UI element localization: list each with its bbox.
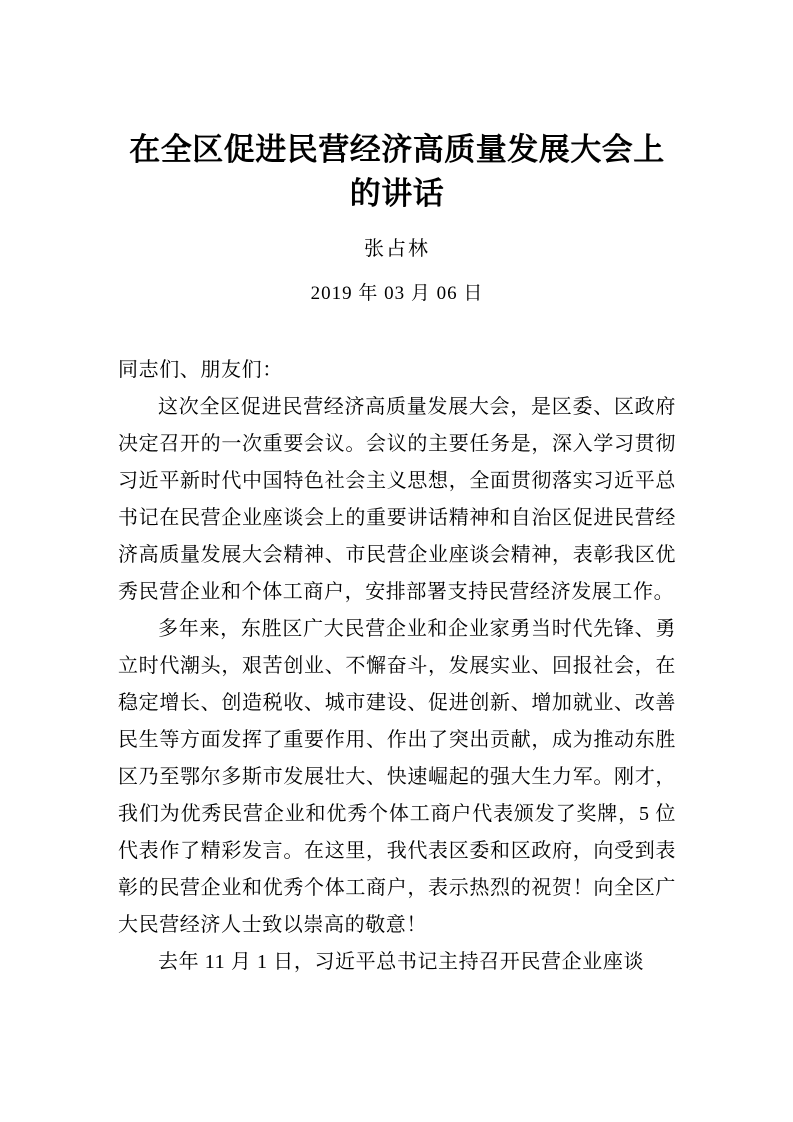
document-date: 2019 年 03 月 06 日 bbox=[310, 283, 484, 304]
document-content-column bbox=[118, 0, 676, 981]
body-paragraph: 多年来，东胜区广大民营企业和企业家勇当时代先锋、勇立时代潮头，艰苦创业、不懈奋斗，发展实业、回报社会，在稳定增长、创造税收、城市建设、促进创新、增加就业、改善民生等方面发挥了重要作用、作出了突出贡献，成为推动东胜区乃至鄂尔多斯市发展壮大、快速崛起的强大生力军。刚才，我们为优秀民营企业和优秀个体工商户代表颁发了奖牌，5 位代表作了精彩发言。在这里，我代表区委和区政府，向受到表彰的民营企业和优秀个体工商户，表示热烈的祝贺！向全区广大民营经济人士致以崇高的敬意！ bbox=[118, 618, 676, 936]
page-title: 在全区促进民营经济高质量发展大会上的讲话 bbox=[129, 132, 665, 211]
body-paragraph: 这次全区促进民营经济高质量发展大会，是区委、区政府决定召开的一次重要会议。会议的主要任务是，深入学习贯彻习近平新时代中国特色社会主义思想，全面贯彻落实习近平总书记在民营企业座谈会上的重要讲话精神和自治区促进民营经济高质量发展大会精神、市民营企业座谈会精神，表彰我区优秀民营企业和个体工商户，安排部署支持民营经济发展工作。 bbox=[118, 396, 676, 603]
body-salutation: 同志们、朋友们： bbox=[118, 359, 283, 381]
document-body bbox=[118, 308, 676, 981]
body-paragraph: 去年 11 月 1 日，习近平总书记主持召开民营企业座谈 bbox=[158, 951, 645, 973]
document-author: 张占林 bbox=[364, 238, 430, 260]
